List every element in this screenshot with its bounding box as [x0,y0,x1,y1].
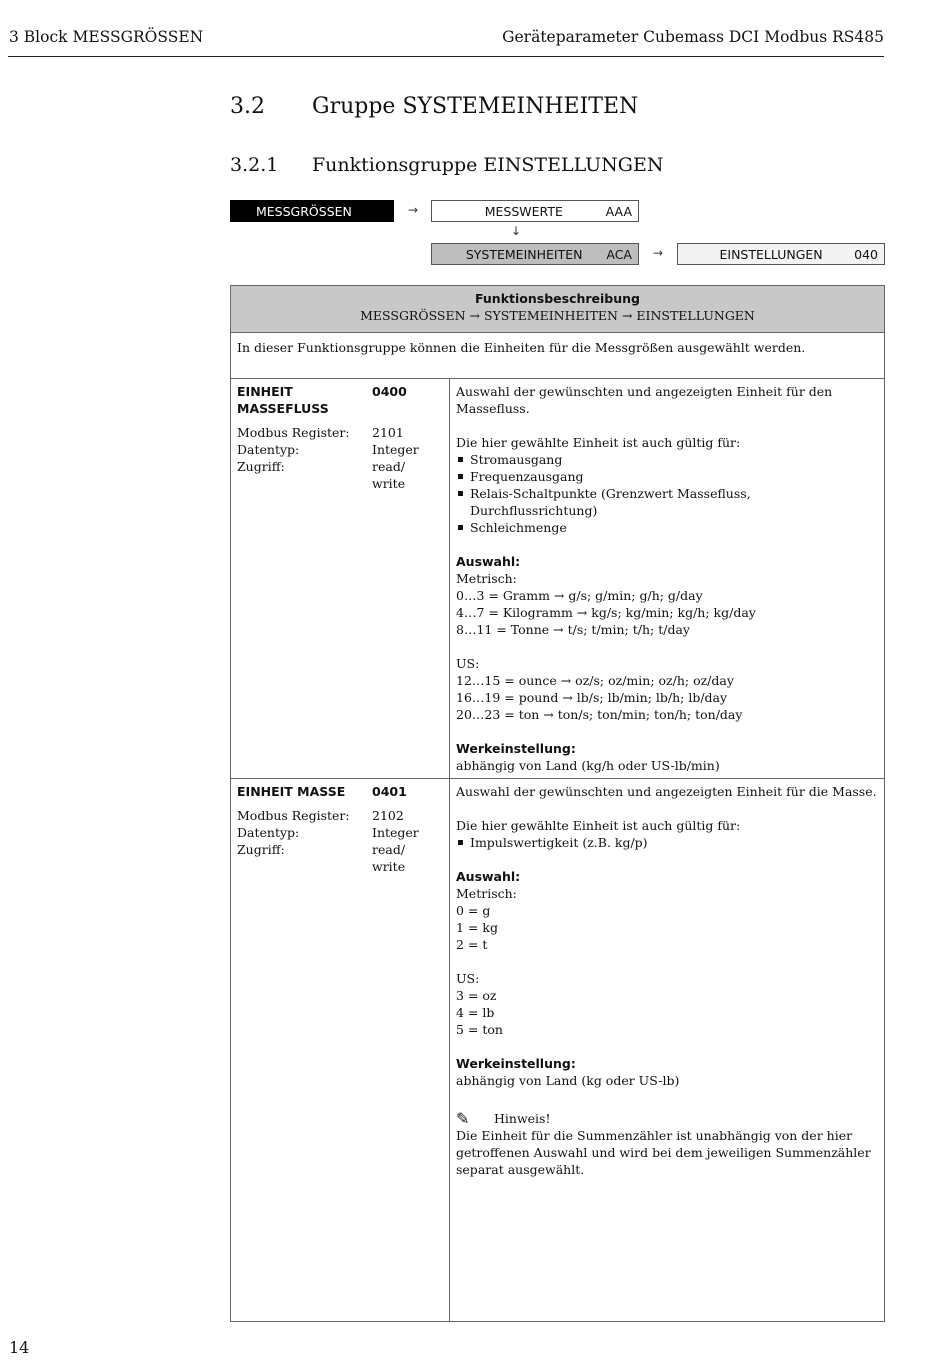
page-number: 14 [9,1338,30,1357]
subsection-number: 3.2.1 [230,154,279,176]
option-line: 0…3 = Gramm → g/s; g/min; g/h; g/day [456,588,703,603]
function-group-intro: In dieser Funktionsgruppe können die Einheiten für die Messgrößen ausgewählt werden. [231,333,885,379]
nav-group-code: ACA [606,246,632,262]
hint-label: Hinweis! [494,1111,551,1126]
function-code: 0400 [372,384,407,399]
section-title: Gruppe SYSTEMEINHEITEN [312,94,639,119]
selection-label: Auswahl: [456,554,521,569]
meta-value: read/ write [372,459,406,491]
function-name: EINHEIT MASSE [237,784,346,799]
nav-group-einstellungen [677,243,885,265]
list-item: Frequenzausgang [456,468,878,485]
nav-group-systemeinheiten [431,243,639,265]
function-table [230,285,885,1322]
function-row [231,379,885,779]
option-line: 0 = g [456,903,491,918]
function-description: Auswahl der gewünschten und angezeigten Einheit für den Massefluss. [456,384,833,416]
nav-group-code: 040 [854,246,878,262]
option-line: 3 = oz [456,988,497,1003]
also-valid-list [456,451,878,536]
function-info [231,379,450,779]
us-label: US: [456,971,480,986]
function-description: Auswahl der gewünschten und angezeigten Einheit für die Masse. [456,784,877,799]
default-value: abhängig von Land (kg/h oder US-lb/min) [456,758,720,773]
default-label: Werkeinstellung: [456,741,576,756]
function-code: 0401 [372,784,407,799]
nav-arrow-down-icon: ↓ [511,224,522,238]
option-line: 5 = ton [456,1022,503,1037]
list-item: Stromausgang [456,451,878,468]
meta-label: Zugriff: [237,842,285,857]
function-description-title: Funktionsbeschreibung [474,291,640,306]
meta-value: 2102 [372,808,404,823]
meta-label: Modbus Register: [237,425,350,440]
us-label: US: [456,656,480,671]
selection-label: Auswahl: [456,869,521,884]
function-description-header [231,286,885,333]
option-line: 16…19 = pound → lb/s; lb/min; lb/h; lb/day [456,690,728,705]
default-value: abhängig von Land (kg oder US-lb) [456,1073,680,1088]
option-line: 4…7 = Kilogramm → kg/s; kg/min; kg/h; kg/day [456,605,756,620]
meta-label: Zugriff: [237,459,285,474]
meta-label: Datentyp: [237,442,300,457]
section-number: 3.2 [230,94,265,119]
also-valid-label: Die hier gewählte Einheit ist auch gültig für: [456,818,741,833]
nav-arrow-right-icon: → [408,203,419,217]
nav-group-label: EINSTELLUNGEN [719,246,823,262]
function-details [450,779,885,1322]
function-name: EINHEIT MASSEFLUSS [237,384,329,416]
meta-value: 2101 [372,425,404,440]
function-description-path: MESSGRÖSSEN → SYSTEMEINHEITEN → EINSTELLUNGEN [360,308,755,323]
nav-arrow-right-icon: → [653,246,664,260]
header-chapter: 3 Block MESSGRÖSSEN [9,28,204,46]
header-rule [8,56,884,57]
nav-block-messgroessen [230,200,394,222]
list-item: Relais-Schaltpunkte (Grenzwert Massefluss, Durchflussrichtung) [456,485,878,519]
meta-label: Datentyp: [237,825,300,840]
meta-label: Modbus Register: [237,808,350,823]
option-line: 8…11 = Tonne → t/s; t/min; t/h; t/day [456,622,690,637]
also-valid-label: Die hier gewählte Einheit ist auch gültig für: [456,435,741,450]
pencil-icon: ✎ [456,1109,470,1128]
subsection-title: Funktionsgruppe EINSTELLUNGEN [312,154,664,176]
list-item: Impulswertigkeit (z.B. kg/p) [456,834,878,851]
option-line: 2 = t [456,937,488,952]
default-label: Werkeinstellung: [456,1056,576,1071]
nav-block-label: MESSGRÖSSEN [256,203,352,219]
hint-text: Die Einheit für die Summenzähler ist unabhängig von der hier getroffenen Auswahl und wird bei dem jeweiligen Summenzähler separat ausgewählt. [456,1128,871,1177]
option-line: 4 = lb [456,1005,495,1020]
hint-header [456,1110,878,1127]
nav-group-label: MESSWERTE [484,203,563,219]
option-line: 20…23 = ton → ton/s; ton/min; ton/h; ton/day [456,707,743,722]
function-row [231,779,885,1322]
function-info [231,779,450,1322]
nav-group-code: AAA [605,203,632,219]
option-line: 12…15 = ounce → oz/s; oz/min; oz/h; oz/day [456,673,734,688]
meta-value: read/ write [372,842,406,874]
header-document-title: Geräteparameter Cubemass DCI Modbus RS485 [502,28,884,46]
meta-value: Integer [372,442,419,457]
function-details [450,379,885,779]
option-line: 1 = kg [456,920,498,935]
also-valid-list [456,834,878,851]
nav-group-label: SYSTEMEINHEITEN [465,246,583,262]
metric-label: Metrisch: [456,886,517,901]
nav-group-messwerte [431,200,639,222]
meta-value: Integer [372,825,419,840]
list-item: Schleichmenge [456,519,878,536]
metric-label: Metrisch: [456,571,517,586]
